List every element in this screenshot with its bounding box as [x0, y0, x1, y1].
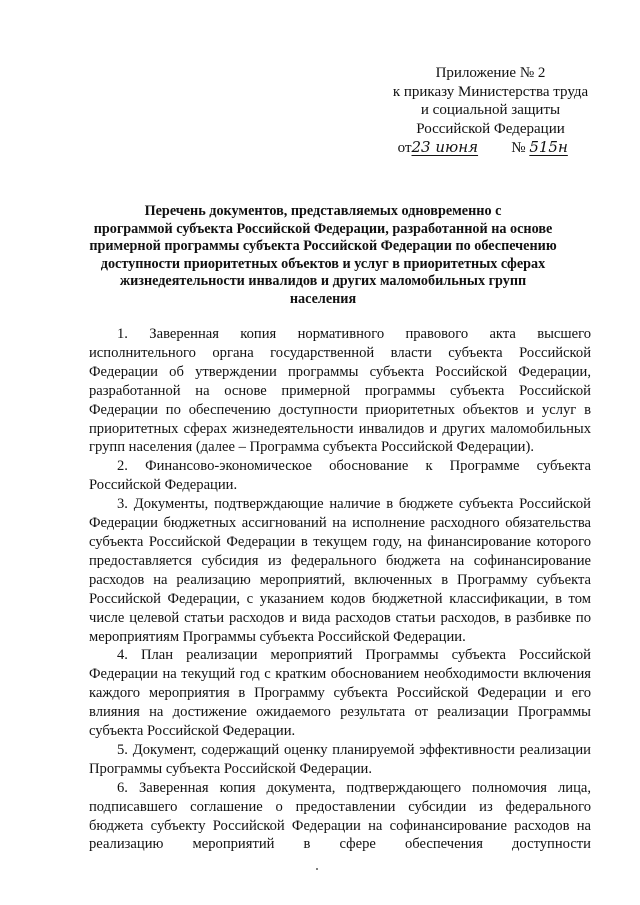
list-item: [89, 741, 591, 779]
order-prefix: от: [397, 140, 412, 156]
item-text: Заверенная копия нормативного правового акта высшего исполнительного органа государственной власти субъекта Российской Федерации об утверждении программы субъекта Российской Федерации, разработанной на основе примерной программы субъекта Российской Федерации по обеспечению доступности приоритетных объектов и услуг в приоритетных сферах жизнедеятельности инвалидов и других маломобильных групп населения (далее – Программа субъекта Российской Федерации).: [89, 326, 591, 456]
item-number: 4.: [117, 647, 128, 664]
appendix-number: Приложение № 2: [435, 65, 546, 81]
scan-speck: [316, 868, 318, 870]
document-body: [89, 325, 591, 854]
list-item: [89, 779, 591, 855]
order-date-handwritten: 23 июня: [411, 138, 479, 156]
item-number: 5.: [117, 741, 128, 758]
item-number: 1.: [117, 326, 128, 342]
order-number-handwritten: 515н: [529, 138, 568, 156]
item-text: План реализации мероприятий Программы субъекта Российской Федерации на текущий год с кратким обоснованием необходимости включения каждого мероприятия в Программу субъекта Российской Федерации и его влияния на достижение ожидаемого результата от реализации Программы субъекта Российской Федерации.: [89, 647, 591, 740]
item-text: Заверенная копия документа, подтверждающего полномочия лица, подписавшего соглашение о предоставлении субсидии из федерального бюджета субъекту Российской Федерации на софинансирование расходов на реализацию мероприятий в сфере обеспечения доступности: [89, 779, 592, 853]
order-date-line: [388, 138, 593, 158]
list-item: [89, 646, 591, 741]
title-line: жизнедеятельности инвалидов и других маломобильных групп: [119, 273, 527, 289]
item-number: 2.: [117, 458, 128, 475]
title-line: примерной программы субъекта Российской Федерации по обеспечению: [89, 238, 557, 254]
list-item: [89, 495, 591, 646]
order-number-label: №: [511, 140, 526, 156]
appendix-ministry: и социальной защиты: [420, 102, 561, 118]
title-line: Перечень документов, представляемых одновременно с: [144, 203, 502, 219]
list-item: [89, 325, 591, 457]
item-text: Документы, подтверждающие наличие в бюджете субъекта Российской Федерации бюджетных ассигнований на исполнение расходного обязательства субъекта Российской Федерации в текущем году, на финансирование которого предоставляется субсидия из федерального бюджета на софинансирование расходов на реализацию мероприятий, включенных в Программу субъекта Российской Федерации, с указанием кодов бюджетной классификации, в том числе целевой статьи расходов и вида расходов статьи расходов, в разбивке по мероприятиям Программы субъекта Российской Федерации.: [89, 496, 591, 645]
document-title: [88, 203, 558, 308]
title-line: доступности приоритетных объектов и услуг в приоритетных сферах: [100, 255, 546, 272]
title-line: населения: [289, 290, 357, 307]
item-number: 3.: [117, 496, 128, 513]
item-number: 6.: [117, 779, 128, 796]
item-text: Финансово-экономическое обоснование к Программе субъекта Российской Федерации.: [89, 458, 591, 494]
appendix-header: [388, 64, 593, 158]
item-text: Документ, содержащий оценку планируемой эффективности реализации Программы субъекта Российской Федерации.: [89, 741, 591, 777]
appendix-order-ref: к приказу Министерства труда: [392, 83, 589, 100]
title-line: программой субъекта Российской Федерации, разработанной на основе: [93, 220, 553, 237]
list-item: [89, 457, 591, 495]
appendix-country: Российской Федерации: [416, 120, 565, 137]
